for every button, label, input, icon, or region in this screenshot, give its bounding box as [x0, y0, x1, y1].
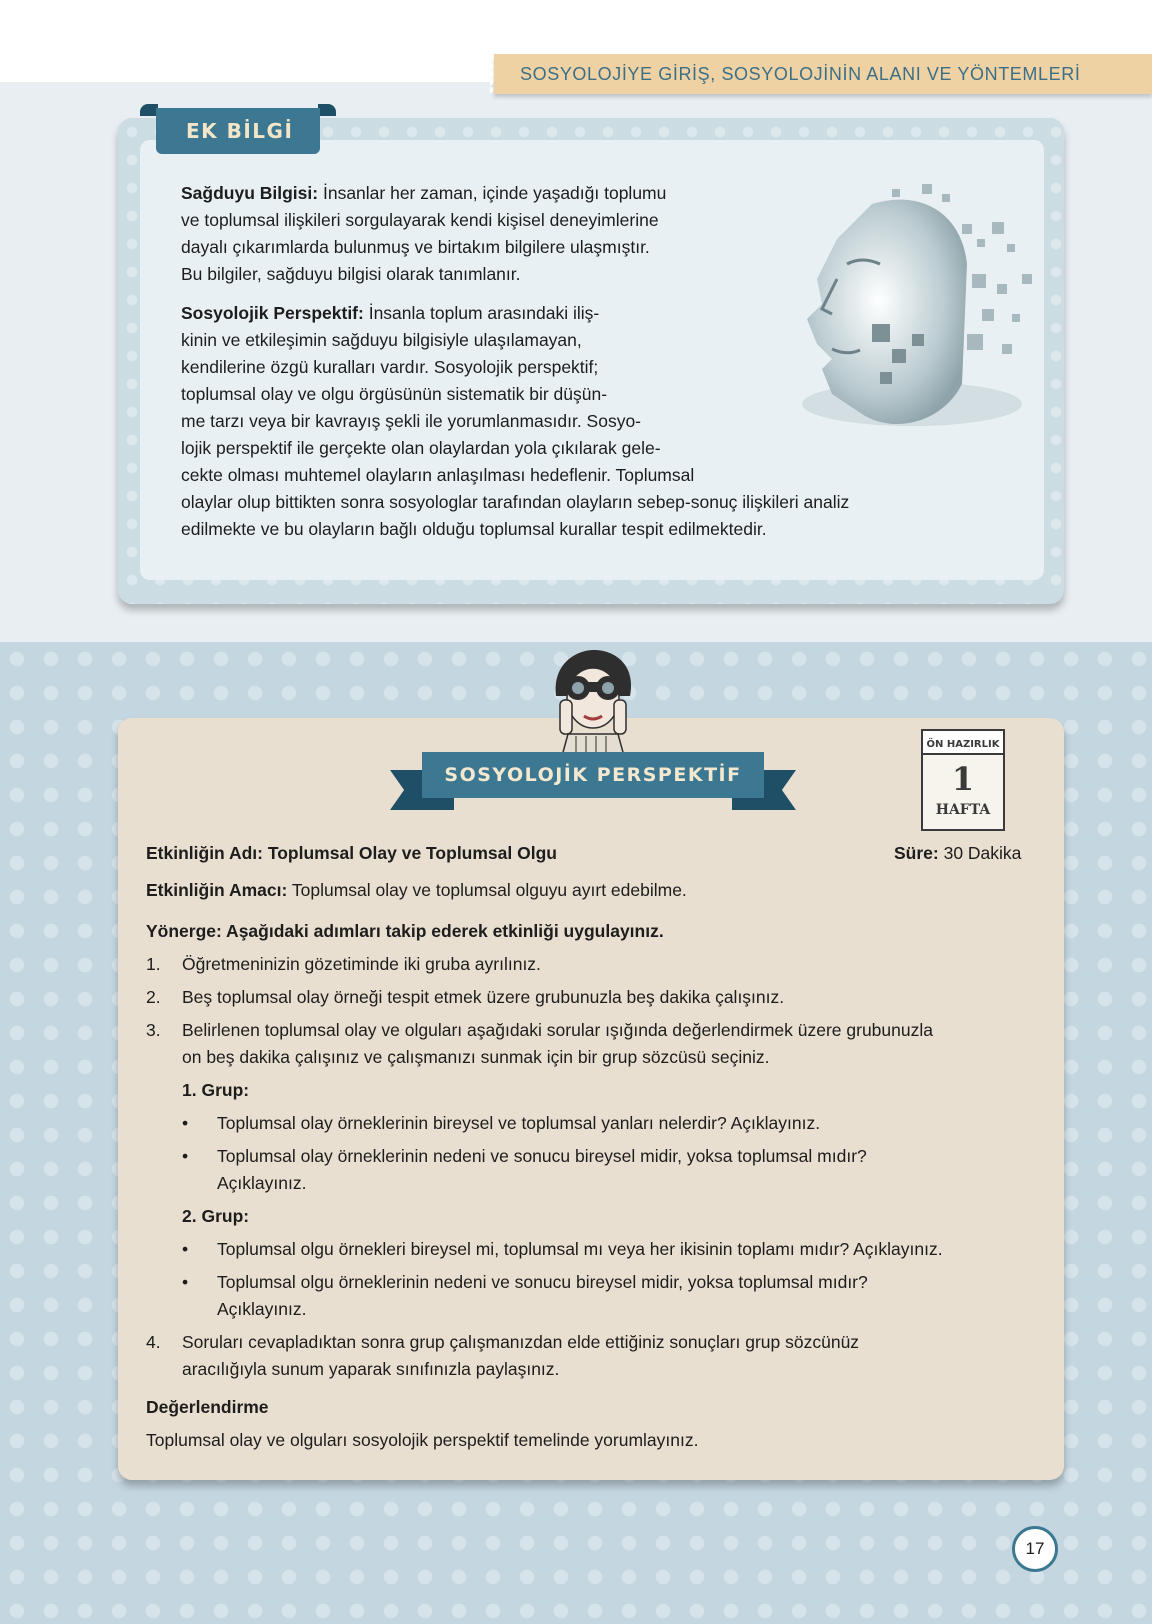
bullet-text: Açıklayınız. [217, 1173, 307, 1193]
group-label: 2. Grup: [182, 1206, 250, 1226]
ek-bilgi-paragraph-1 [181, 180, 666, 288]
activity-duration [894, 840, 1021, 867]
evaluation-heading: Değerlendirme [146, 1397, 269, 1417]
step-number: 1. [146, 954, 161, 974]
bullet-text: Toplumsal olay örneklerinin nedeni ve sonucu bireysel midir, yoksa toplumsal mıdır? [217, 1146, 867, 1166]
step-2 [146, 984, 1046, 1011]
group-1-item-1 [182, 1110, 1042, 1137]
ek-bilgi-ribbon [140, 104, 336, 152]
evaluation-text [146, 1427, 698, 1454]
group-2-item-1 [182, 1236, 1062, 1263]
activity-name-text: Etkinliğin Adı: Toplumsal Olay ve Toplumsal Olgu [146, 843, 557, 863]
duration-label: Süre: [894, 843, 939, 863]
text-line: cekte olması muhtemel olayların anlaşılması hedeflenir. Toplumsal [181, 465, 695, 485]
group-2-item-2 [182, 1269, 1042, 1323]
text-line: kendilerine özgü kuralları vardır. Sosyolojik perspektif; [181, 357, 599, 377]
text-line: olaylar olup bittikten sonra sosyologlar tarafından olayların sebep-sonuç ilişkileri analiz [181, 492, 850, 512]
text-line: İnsanlar her zaman, içinde yaşadığı toplumu [318, 183, 667, 203]
bullet: • [182, 1113, 189, 1133]
sosyolojik-perspektif-ribbon [390, 748, 796, 818]
calendar-top-label: ÖN HAZIRLIK [926, 739, 1000, 750]
bullet: • [182, 1272, 189, 1292]
activity-ribbon-title: SOSYOLOJİK PERSPEKTİF [422, 752, 764, 798]
step-text: Belirlenen toplumsal olay ve olguları aşağıdaki sorular ışığında değerlendirmek üzere grubunuzla [182, 1020, 933, 1040]
calendar-number: 1 [951, 760, 975, 798]
bullet: • [182, 1146, 189, 1166]
bullet: • [182, 1239, 189, 1259]
bullet-text: Toplumsal olay örneklerinin bireysel ve toplumsal yanları nelerdir? Açıklayınız. [217, 1113, 821, 1133]
step-text: Soruları cevapladıktan sonra grup çalışmanızdan elde ettiğiniz sonuçları grup sözcünüz [182, 1332, 860, 1352]
step-text: Öğretmeninizin gözetiminde iki gruba ayrılınız. [182, 954, 541, 974]
evaluation-body: Toplumsal olay ve olguları sosyolojik perspektif temelinde yorumlayınız. [146, 1430, 699, 1450]
sagduyu-term: Sağduyu Bilgisi: [181, 183, 319, 203]
calendar-bottom-label: HAFTA [935, 802, 991, 818]
group-2-label [182, 1203, 249, 1230]
text-line: edilmekte ve bu olayların bağlı olduğu toplumsal kurallar tespit edilmektedir. [181, 519, 767, 539]
evaluation-title [146, 1394, 269, 1421]
text-line: ve toplumsal ilişkileri sorgulayarak kendi kişisel deneyimlerine [181, 210, 659, 230]
step-4 [146, 1329, 1046, 1383]
group-label: 1. Grup: [182, 1080, 250, 1100]
page-number: 17 [1012, 1526, 1058, 1572]
binoculars-girl-illustration [538, 646, 648, 756]
text-line: toplumsal olay ve olgu örgüsünün sistematik bir düşün- [181, 384, 608, 404]
activity-directive [146, 918, 664, 945]
chapter-title: SOSYOLOJİYE GİRİŞ, SOSYOLOJİNİN ALANI VE YÖNTEMLERİ [520, 64, 1081, 84]
ek-bilgi-paragraph-2 [181, 300, 849, 543]
calendar-icon [918, 726, 1008, 834]
text-line: dayalı çıkarımlarda bulunmuş ve birtakım bilgilere ulaşmıştır. [181, 237, 650, 257]
activity-aim [146, 877, 687, 904]
text-line: lojik perspektif ile gerçekte olan olaylardan yola çıkılarak gele- [181, 438, 661, 458]
step-number: 2. [146, 987, 161, 1007]
bullet-text: Toplumsal olgu örnekleri bireysel mi, toplumsal mı veya her ikisinin toplamı mıdır? Açıklayınız. [217, 1239, 943, 1259]
text-line: kinin ve etkileşimin sağduyu bilgisiyle ulaşılamayan, [181, 330, 582, 350]
chapter-header [494, 54, 1152, 94]
activity-name [146, 840, 557, 867]
bullet-text: Açıklayınız. [217, 1299, 307, 1319]
aim-label: Etkinliğin Amacı: [146, 880, 288, 900]
step-number: 3. [146, 1020, 161, 1040]
group-1-item-2 [182, 1143, 1042, 1197]
text-line: İnsanla toplum arasındaki iliş- [363, 303, 600, 323]
directive-text: Yönerge: Aşağıdaki adımları takip ederek etkinliği uygulayınız. [146, 921, 664, 941]
group-1-label [182, 1077, 249, 1104]
text-line: me tarzı veya bir kavrayış şekli ile yorumlanmasıdır. Sosyo- [181, 411, 642, 431]
step-number: 4. [146, 1332, 161, 1352]
step-1 [146, 951, 1046, 978]
ek-bilgi-title: EK BİLGİ [156, 108, 320, 154]
step-text: on beş dakika çalışınız ve çalışmanızı sunmak için bir grup sözcüsü seçiniz. [182, 1047, 770, 1067]
step-text: Beş toplumsal olay örneği tespit etmek üzere grubunuzla beş dakika çalışınız. [182, 987, 785, 1007]
bullet-text: Toplumsal olgu örneklerinin nedeni ve sonucu bireysel midir, yoksa toplumsal mıdır? [217, 1272, 868, 1292]
sosyolojik-perspektif-term: Sosyolojik Perspektif: [181, 303, 364, 323]
step-3 [146, 1017, 1046, 1071]
text-line: Bu bilgiler, sağduyu bilgisi olarak tanımlanır. [181, 264, 521, 284]
duration-value: 30 Dakika [938, 843, 1022, 863]
step-text: aracılığıyla sunum yaparak sınıfınızla paylaşınız. [182, 1359, 560, 1379]
aim-value: Toplumsal olay ve toplumsal olguyu ayırt edebilme. [287, 880, 687, 900]
